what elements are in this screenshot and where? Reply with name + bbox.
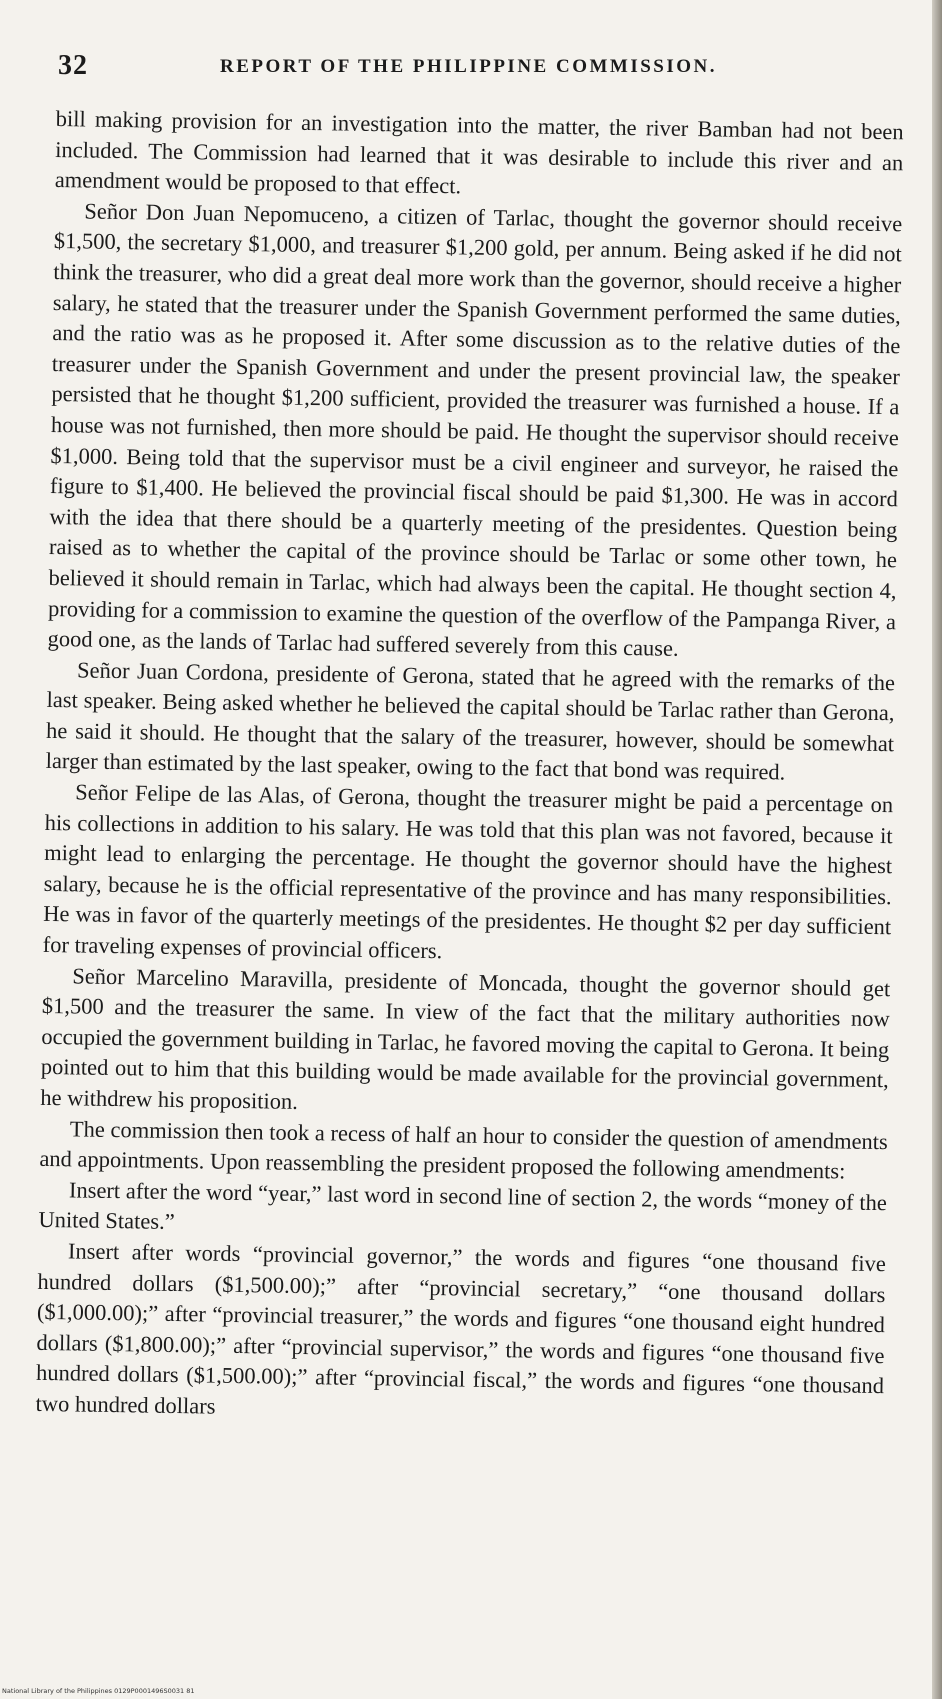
paragraph-amendment-year: Insert after the word “year,” last word in second line of section 2, the words “money of the United States.” <box>38 1177 888 1235</box>
paragraph-amendment-salaries: Insert after words “provincial governor,” the words and figures “one thousand five hundred dollars ($1,500.00);” after “provincial secretary,” “one thousand dollars ($1,000.00);” after “provincial treasurer,” the words and figures “one thousand eight hundred dollars ($1,800.00);” after “provincial supervisor,” the words and figures “one thousand five hundred dollars ($1,500.00);” after “provincial fiscal,” the words and figures “one thousand two hundred dollars <box>35 1238 887 1419</box>
paragraph-cordona: Señor Juan Cordona, presidente of Gerona, stated that he agreed with the remarks of the last speaker. Being asked whether he believed the capital should be Tarlac rather than Gerona, he said it should. He thought that the salary of the treasurer, however, should be somewhat larger than estimated by the last speaker, owing to the fact that bond was required. <box>45 657 896 786</box>
paragraph-nepomuceno: Señor Don Juan Nepomuceno, a citizen of Tarlac, thought the governor should receive $1,500, the secretary $1,000, and treasurer $1,200 gold, per annum. Being asked if he did not think the treasurer, who did a great deal more work than the governor, should receive a higher salary, he stated that the treasurer under the Spanish Government performed the same duties, and the ratio was as he proposed it. After some discussion as to the relative duties of the treasurer under the Spanish Government and under the present provincial law, the speaker persisted that he thought $1,200 sufficient, provided the treasurer was furnished a house. If a house was not furnished, then more should be paid. He thought the supervisor should receive $1,000. Being told that the supervisor must be a civil engineer and surveyor, he raised the figure to $1,400. He believed the provincial fiscal should be paid $1,300. He was in accord with the idea that there should be a quarterly meeting of the presidentes. Question being raised as to whether the capital of the province should be Tarlac or some other town, he believed it should remain in Tarlac, which had always been the capital. He thought section 4, providing for a commission to examine the question of the overflow of the Pampanga River, a good one, as the lands of Tarlac had suffered severely from this cause. <box>47 198 903 661</box>
body-text <box>35 104 904 1433</box>
running-head: REPORT OF THE PHILIPPINE COMMISSION. <box>220 56 718 77</box>
page-edge <box>932 0 942 1699</box>
paragraph-maravilla: Señor Marcelino Maravilla, presidente of Moncada, thought the governor should get $1,500 and the treasurer the same. In view of the fact that the military authorities now occupied the government building in Tarlac, he favored moving the capital to Gerona. It being pointed out to him that this building would be made available for the provincial government, he withdrew his proposition. <box>40 962 891 1114</box>
page-header <box>58 50 898 90</box>
source-footnote: National Library of the Philippines 0129P0001496S0031 81 <box>2 1687 195 1695</box>
paragraph-continuation: bill making provision for an investigation into the matter, the river Bamban had not been included. The Commission had learned that it was desirable to include this river and an amendment would be proposed to that effect. <box>54 105 904 199</box>
paragraph-recess: The commission then took a recess of half an hour to consider the question of amendments and appointments. Upon reassembling the president proposed the following amendments: <box>39 1115 889 1184</box>
paragraph-de-las-alas: Señor Felipe de las Alas, of Gerona, thought the treasurer might be paid a percentage on his collections in addition to his salary. He was told that this plan was not favored, because it might lead to enlarging the percentage. He thought the governor should have the highest salary, because he is the official representative of the province and has many responsibilities. He was in favor of the quarterly meetings of the presidentes. He thought $2 per day sufficient for traveling expenses of provincial officers. <box>42 779 894 964</box>
page-number: 32 <box>58 50 88 81</box>
